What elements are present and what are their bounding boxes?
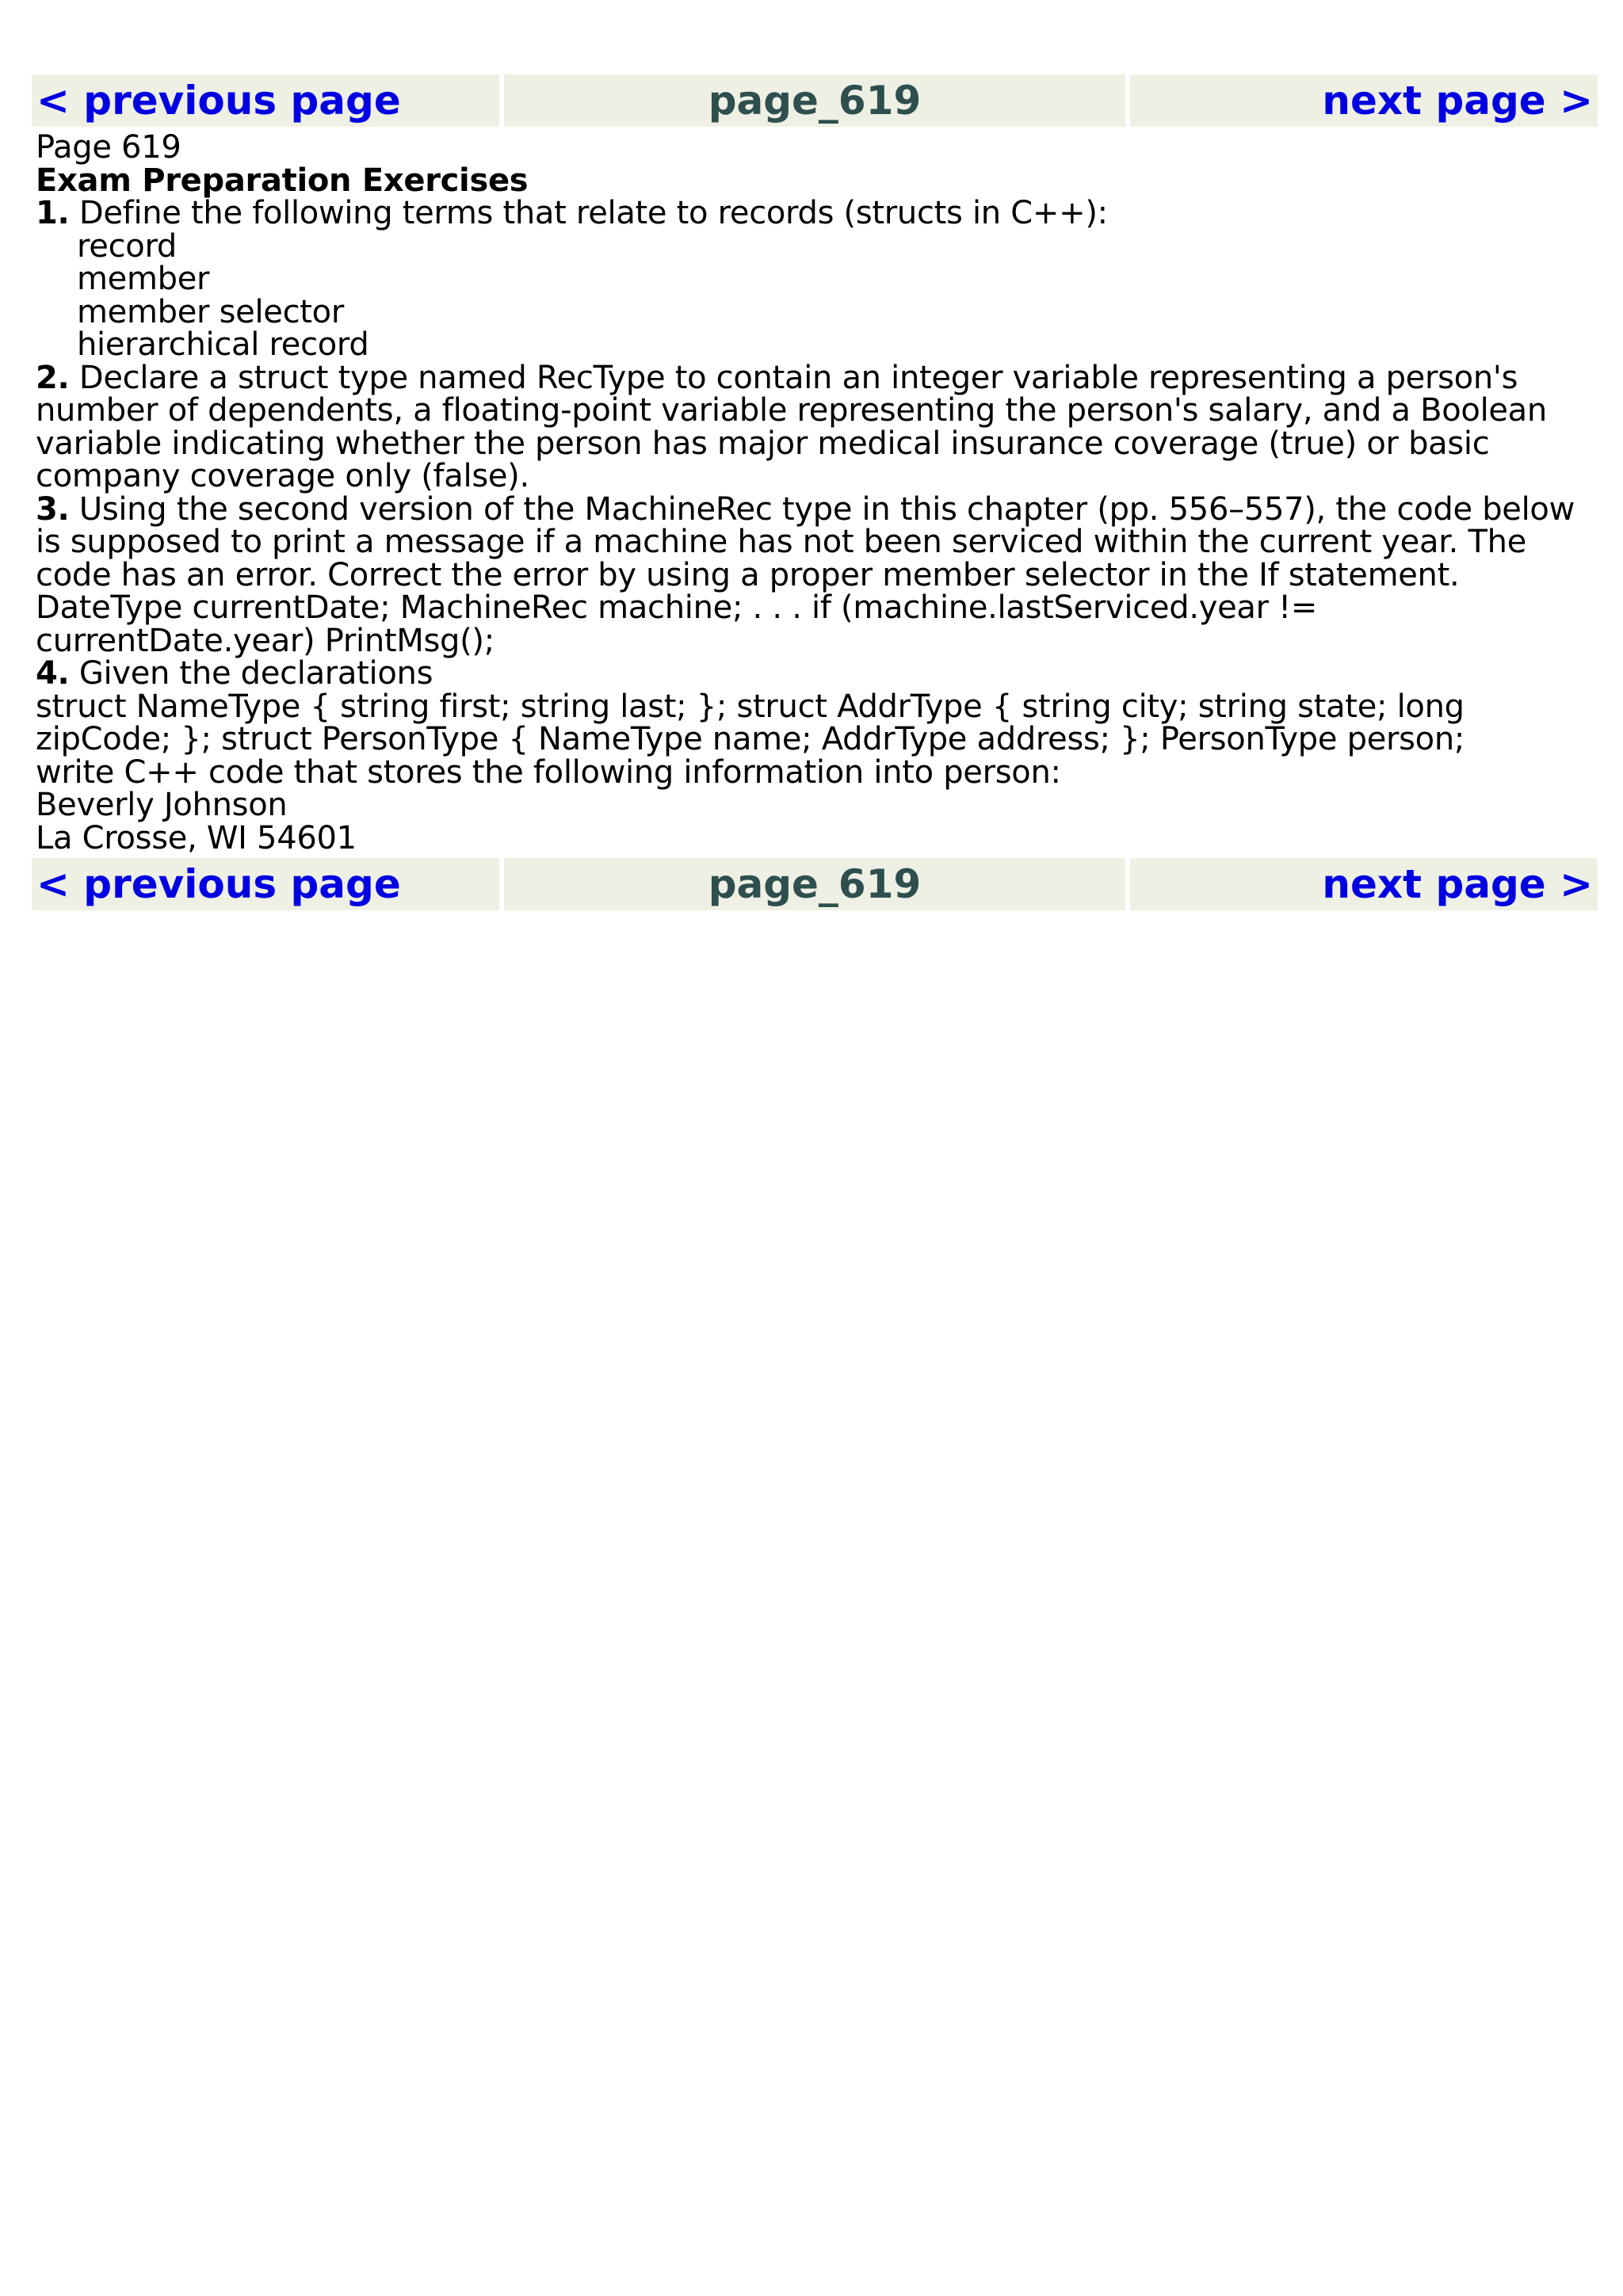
term-item: member selector: [77, 293, 344, 330]
code-snippet: struct NameType { string first; string last; }; struct AddrType { string city; string state; long zipCode; }; struct PersonType { NameType name; AddrType address; }; PersonType person;: [36, 688, 1465, 757]
exercise-text: Define the following terms that relate to records (structs in C++):: [69, 195, 1108, 231]
previous-page-link[interactable]: < previous page: [32, 74, 499, 127]
exercise-number: 2.: [36, 359, 70, 396]
exercise-number: 1.: [36, 195, 70, 231]
section-heading: Exam Preparation Exercises: [36, 162, 529, 199]
page-indicator: page_619: [504, 74, 1125, 127]
exercise-4: [36, 655, 1598, 692]
term-item: hierarchical record: [77, 326, 369, 363]
bottom-navigation-bar: [32, 858, 1598, 910]
code-snippet: DateType currentDate; MachineRec machine; . . . if (machine.lastServiced.year != currentDate.year) PrintMsg();: [36, 589, 1318, 659]
page-indicator: page_619: [504, 858, 1125, 910]
exercise-number: 4.: [36, 655, 70, 692]
exercise-text: Using the second version of the MachineRec type in this chapter (pp. 556–557), the code below is supposed to print a message if a machine has not been serviced within the current year. The code has an error. Correct the error by using a proper member selector in the If statement.: [36, 490, 1575, 593]
term-item: record: [77, 227, 177, 265]
exercise-text: Declare a struct type named RecType to contain an integer variable representing a person's number of dependents, a floating-point variable representing the person's salary, and a Boolean variable indicating whether the person has major medical insurance coverage (true) or basic company coverage only (false).: [36, 359, 1547, 494]
exercise-text: Given the declarations: [69, 655, 433, 692]
previous-page-link[interactable]: < previous page: [32, 858, 499, 910]
exercise-number: 3.: [36, 490, 70, 528]
term-item: member: [77, 261, 210, 297]
page-content: [32, 127, 1598, 858]
exercise-3: [36, 490, 1598, 593]
info-line: La Crosse, WI 54601: [36, 819, 357, 856]
exercise-1: [36, 197, 1598, 231]
exercise-instruction: write C++ code that stores the following information into person:: [36, 753, 1061, 791]
next-page-link[interactable]: next page >: [1130, 74, 1598, 127]
document-page: [32, 74, 1598, 910]
info-line: Beverly Johnson: [36, 787, 288, 823]
exercise-2: [36, 359, 1598, 494]
top-navigation-bar: [32, 74, 1598, 127]
page-number: Page 619: [36, 129, 181, 166]
next-page-link[interactable]: next page >: [1130, 858, 1598, 910]
